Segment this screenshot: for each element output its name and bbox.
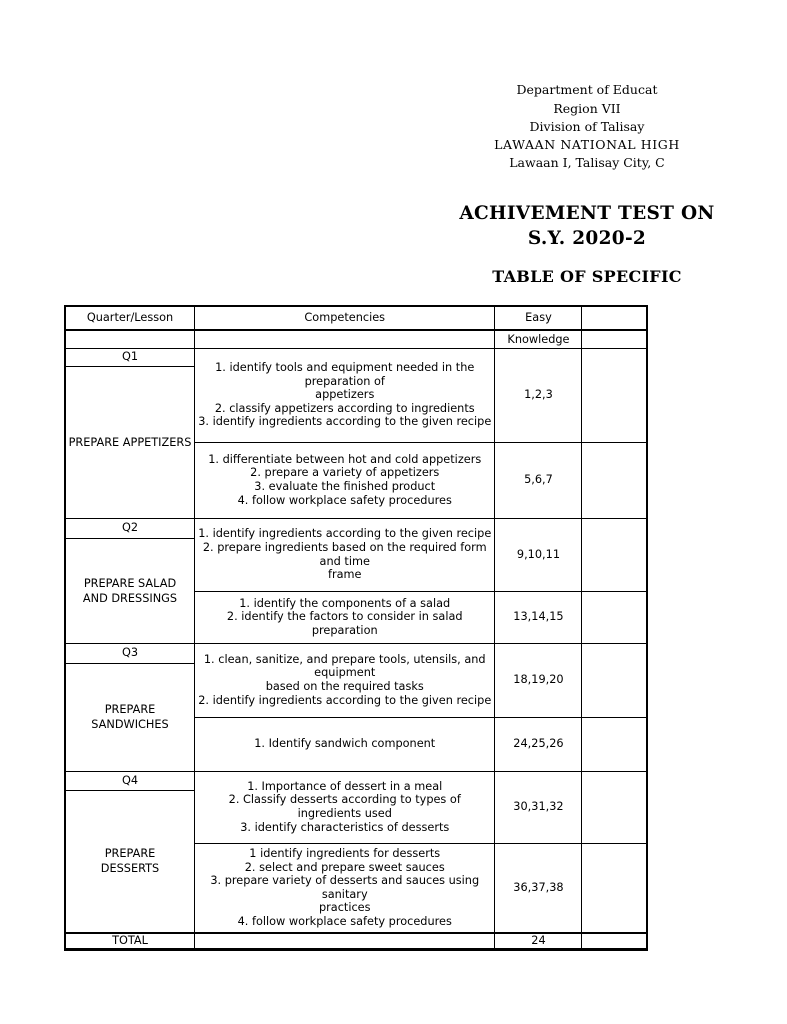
school-name: LAWAAN NATIONAL HIGH (494, 137, 680, 152)
quarter-label: Q4 (65, 771, 195, 790)
item-numbers: 1,2,3 (495, 348, 582, 442)
school-address: Lawaan I, Talisay City, C (509, 155, 665, 170)
header-knowledge: Knowledge (495, 330, 582, 348)
total-row (65, 933, 647, 949)
competency-cell: 1. identify tools and equipment needed in the preparation of appetizers 2. classify appetizers according to ingredients 3. identify ingredients according to the given recipe (195, 348, 495, 442)
competency-cell: 1. identify the components of a salad 2. identify the factors to consider in salad preparation (195, 591, 495, 643)
item-numbers: 30,31,32 (495, 771, 582, 843)
competency-cell: 1. differentiate between hot and cold appetizers 2. prepare a variety of appetizers 3. evaluate the finished product 4. follow workplace safety procedures (195, 442, 495, 518)
item-numbers: 18,19,20 (495, 643, 582, 717)
document-header (0, 0, 715, 300)
competency-cell: 1. identify ingredients according to the given recipe 2. prepare ingredients based on the required form and time frame (195, 518, 495, 591)
quarter-row-q2 (65, 518, 647, 538)
header-quarter-lesson: Quarter/Lesson (65, 306, 195, 330)
department-name: Department of Educat (516, 82, 658, 97)
test-title: ACHIVEMENT TEST ON (459, 203, 715, 224)
competency-cell: 1. Importance of dessert in a meal 2. Classify desserts according to types of ingredients used 3. identify characteristics of desserts (195, 771, 495, 843)
item-numbers: 5,6,7 (495, 442, 582, 518)
quarter-label: Q3 (65, 643, 195, 663)
specification-table (64, 305, 648, 951)
item-numbers: 36,37,38 (495, 843, 582, 933)
school-year: S.Y. 2020-2 (527, 228, 647, 249)
total-competencies (195, 933, 495, 949)
total-easy: 24 (495, 933, 582, 949)
competency-cell: 1. clean, sanitize, and prepare tools, utensils, and equipment based on the required tasks 2. identify ingredients according to the given recipe (195, 643, 495, 717)
lesson-name: PREPARE APPETIZERS (65, 366, 195, 518)
quarter-label: Q1 (65, 348, 195, 366)
competency-cell: 1 identify ingredients for desserts 2. select and prepare sweet sauces 3. prepare variety of desserts and sauces using sanitary practices 4. follow workplace safety procedures (195, 843, 495, 933)
header-next-column (582, 306, 647, 330)
quarter-row-q3 (65, 643, 647, 663)
region-name: Region VII (553, 101, 621, 116)
item-numbers: 24,25,26 (495, 717, 582, 771)
lesson-name: PREPARE SALAD AND DRESSINGS (65, 538, 195, 643)
table-title: TABLE OF SPECIFIC (492, 267, 682, 286)
quarter-label: Q2 (65, 518, 195, 538)
total-label: TOTAL (65, 933, 195, 949)
header-easy: Easy (495, 306, 582, 330)
lesson-name: PREPARE SANDWICHES (65, 663, 195, 771)
lesson-name: PREPARE DESSERTS (65, 790, 195, 933)
item-numbers: 9,10,11 (495, 518, 582, 591)
quarter-row-q4 (65, 771, 647, 790)
table-header-row (65, 306, 647, 330)
specification-table-viewport (0, 300, 648, 960)
quarter-row-q1 (65, 348, 647, 366)
item-numbers: 13,14,15 (495, 591, 582, 643)
table-subheader-row (65, 330, 647, 348)
competency-cell: 1. Identify sandwich component (195, 717, 495, 771)
header-competencies: Competencies (195, 306, 495, 330)
division-name: Division of Talisay (529, 119, 645, 134)
